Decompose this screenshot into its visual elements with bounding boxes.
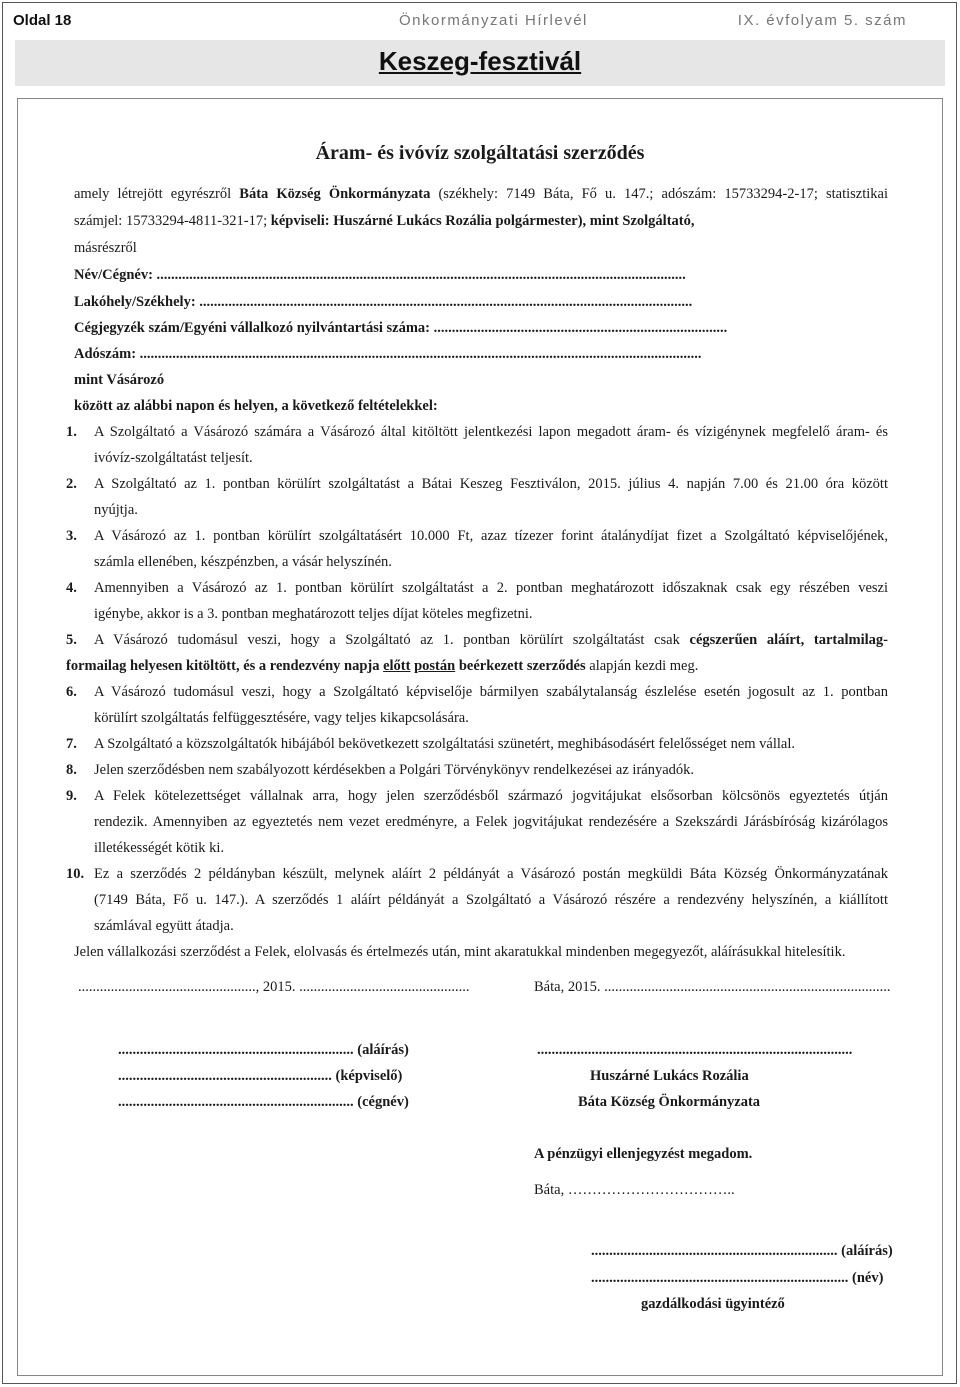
item-text-part: A Vásározó tudomásul veszi, hogy a Szolgáltató az 1. pontban körülírt szolgáltatást csak <box>94 632 690 648</box>
issue-label: IX. évfolyam 5. szám <box>737 12 907 29</box>
intro-text: amely létrejött egyrészről <box>74 186 240 202</box>
item-text: ivóvíz-szolgáltatást teljesít. <box>94 450 253 466</box>
contract-title: Áram- és ivóvíz szolgáltatási szerződés <box>315 142 645 164</box>
page-header <box>9 8 949 34</box>
page-title: Keszeg-fesztivál <box>378 46 582 76</box>
item-text: (7149 Báta, Fő u. 147.). A szerződés 1 aláírt példányát a Szolgáltató a Vásározó részére a rendezvény helyszínén, a kiállított <box>94 892 888 908</box>
finance-officer-title: gazdálkodási ügyintéző <box>641 1296 785 1312</box>
item-text: rendezik. Amennyiben az egyeztetés nem vezet eredményre, a Felek jogvitájukat rendezésére a Szekszárdi Járásbíróság kizárólagos <box>94 814 888 830</box>
intro-line-2 <box>74 213 694 230</box>
finance-name-line: ....................................................................... (név) <box>591 1270 884 1286</box>
item-text: A Szolgáltató az 1. pontban körülírt szolgáltatást a Bátai Keszeg Fesztiválon, 2015. július 4. napján 7.00 és 21.00 óra között <box>94 476 888 492</box>
item-text: Jelen szerződésben nem szabályozott kérdésekben a Polgári Törvénykönyv rendelkezései az irányadók. <box>94 762 695 778</box>
intro-line-1 <box>74 186 888 203</box>
item-number: 3. <box>66 528 77 544</box>
item-text-underlined: postán <box>414 658 456 674</box>
item-text-emphasis: cégszerűen aláírt, tartalmilag- <box>689 632 889 648</box>
company-line-vendor: ................................................................. (cégnév) <box>118 1094 409 1110</box>
field-address: Lakóhely/Székhely: ........................................................................................................................................ <box>74 294 693 310</box>
signature-line-vendor: ................................................................. (aláírás) <box>118 1042 409 1058</box>
field-registry: Cégjegyzék szám/Egyéni vállalkozó nyilvántartási száma: ................................................................................. <box>74 320 728 336</box>
item-number: 2. <box>66 476 77 492</box>
item-text: körülírt szolgáltatás felfüggesztésére, vagy teljes kikapcsolására. <box>94 710 469 726</box>
intro-text: (székhely: 7149 Báta, Fő u. 147.; adószám: 15733294-2-17; statisztikai <box>430 186 888 202</box>
item-text: számla ellenében, készpénzben, a vásár helyszínén. <box>94 554 392 570</box>
as-vendor: mint Vásározó <box>74 372 165 388</box>
page-number: Oldal 18 <box>13 12 72 29</box>
item-text: A Szolgáltató a Vásározó számára a Vásározó által kitöltött jelentkezési lapon megadott áram- és vízigénynek megfelelő áram- és <box>94 424 888 440</box>
item-text-underlined: előtt <box>383 658 411 674</box>
item-text: A Vásározó az 1. pontban körülírt szolgáltatásért 10.000 Ft, azaz tízezer forint átalánydíjat fizet a Szolgáltató képviselőjének, <box>94 528 888 544</box>
signature-line-provider: ....................................................................................... <box>537 1042 853 1058</box>
publication-name: Önkormányzati Hírlevél <box>399 12 588 29</box>
intro-representative: képviseli: Huszárné Lukács Rozália polgármester), mint Szolgáltató, <box>270 213 695 229</box>
countersign-place-date: Báta, …………………………….. <box>534 1182 735 1198</box>
item-number: 8. <box>66 762 77 778</box>
provider-organization: Báta Község Önkormányzata <box>578 1094 761 1110</box>
item-text: A Vásározó tudomásul veszi, hogy a Szolgáltató képviselője bármilyen szabálytalanság észlelése esetén jogosult az 1. pontban <box>94 684 888 700</box>
intro-party-name: Báta Község Önkormányzata <box>239 186 431 202</box>
provider-representative-name: Huszárné Lukács Rozália <box>590 1068 749 1084</box>
place-date-right: Báta, 2015. ............................................................................... <box>534 979 891 995</box>
finance-signature-line: .................................................................... (aláírás) <box>591 1243 893 1259</box>
item-text-part: alapján kezdi meg. <box>585 658 699 674</box>
field-name: Név/Cégnév: .................................................................................................................................................. <box>74 267 686 283</box>
item-number: 1. <box>66 424 77 440</box>
intro-line-3: másrészről <box>74 240 137 256</box>
item-number: 5. <box>66 632 77 648</box>
item-number: 7. <box>66 736 77 752</box>
item-text: igénybe, akkor is a 3. pontban meghatározott teljes díjat köteles megfizetni. <box>94 606 533 622</box>
field-tax: Adószám: ........................................................................................................................................................... <box>74 346 702 362</box>
countersign-statement: A pénzügyi ellenjegyzést megadom. <box>534 1146 753 1162</box>
item-number: 9. <box>66 788 77 804</box>
title-bar <box>15 40 945 86</box>
item-text: Ez a szerződés 2 példányban készült, melynek aláírt 2 példányát a Vásározó postán megküldi Báta Község Önkormányzatának <box>94 866 888 882</box>
item-number: 10. <box>66 866 85 882</box>
representative-line-vendor: ........................................................... (képviselő) <box>118 1068 403 1084</box>
item-text <box>66 658 888 675</box>
item-text-emphasis: formailag helyesen kitöltött, és a rendezvény napja <box>66 658 384 674</box>
item-text: A Szolgáltató a közszolgáltatók hibájából bekövetkezett szolgáltatási szünetért, meghibásodásért felelősséget nem vállal. <box>94 736 796 752</box>
place-date-left: ................................................., 2015. ............................................... <box>78 979 470 995</box>
item-text: illetékességét kötik ki. <box>94 840 225 856</box>
item-text: nyújtja. <box>94 502 138 518</box>
closing-statement: Jelen vállalkozási szerződést a Felek, elolvasás és értelmezés után, mint akaratukkal mindenben megegyezőt, aláírásukkal hitelesítik. <box>74 944 846 960</box>
item-text: Amennyiben a Vásározó az 1. pontban körülírt szolgáltatást a 2. pontban meghatározott időszaknak csak egy részében veszi <box>94 580 888 596</box>
item-number: 4. <box>66 580 77 596</box>
item-text: A Felek kötelezettséget vállalnak arra, hogy jelen szerződésből származó jogvitájukat elsősorban kölcsönös egyeztetés útján <box>94 788 888 804</box>
item-text <box>94 632 888 649</box>
item-text: számlával együtt átadja. <box>94 918 234 934</box>
item-text-emphasis: beérkezett szerződés <box>455 658 586 674</box>
item-number: 6. <box>66 684 77 700</box>
intro-text: számjel: 15733294-4811-321-17; <box>74 213 271 229</box>
between-clause: között az alábbi napon és helyen, a következő feltételekkel: <box>74 398 438 414</box>
